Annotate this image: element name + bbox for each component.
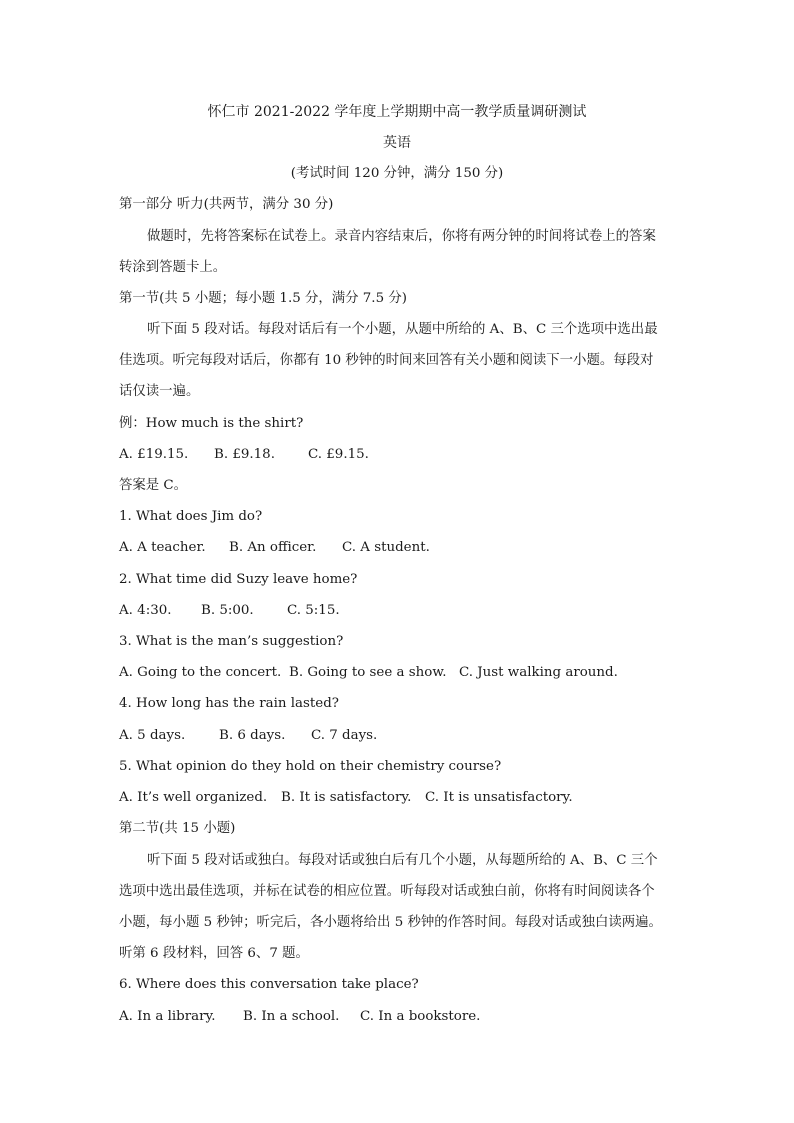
part1-intro-line1: 做题时，先将答案标在试卷上。录音内容结束后，你将有两分钟的时间将试卷上的答案 [147, 229, 656, 244]
question-1-options [119, 539, 430, 557]
option-a: A. £19.15. [119, 447, 189, 462]
option-c: C. Just walking around. [459, 665, 618, 680]
question-4-options [119, 727, 377, 745]
subject-title: 英语 [383, 135, 411, 151]
option-c: C. In a bookstore. [360, 1009, 481, 1024]
option-b: B. 5:00. [201, 603, 254, 618]
question-6: 6. Where does this conversation take place? [119, 977, 419, 992]
question-3: 3. What is the man’s suggestion? [119, 634, 344, 649]
section2-instr-line4: 听第 6 段材料，回答 6、7 题。 [119, 946, 309, 961]
exam-title: 怀仁市 2021-2022 学年度上学期期中高一教学质量调研测试 [207, 104, 587, 120]
section1-heading: 第一节(共 5 小题；每小题 1.5 分，满分 7.5 分) [119, 291, 407, 306]
question-4: 4. How long has the rain lasted? [119, 696, 339, 711]
option-a: A. A teacher. [119, 540, 206, 555]
question-5-options [119, 789, 573, 807]
option-c: C. It is unsatisfactory. [425, 790, 573, 805]
option-a: A. 5 days. [119, 728, 186, 743]
option-a: A. 4:30. [119, 603, 172, 618]
part1-heading: 第一部分 听力(共两节，满分 30 分) [119, 197, 334, 212]
question-2-options [119, 602, 340, 620]
section2-instr-line1: 听下面 5 段对话或独白。每段对话或独白后有几个小题，从每题所给的 A、B、C 三个 [147, 853, 658, 868]
section2-instr-line2: 选项中选出最佳选项，并标在试卷的相应位置。听每段对话或独白前，你将有时间阅读各个 [119, 884, 655, 899]
option-a: A. It’s well organized. [119, 790, 268, 805]
example-options [119, 446, 369, 464]
example-question: 例：How much is the shirt? [119, 416, 304, 431]
example-answer: 答案是 C。 [119, 478, 188, 493]
option-b: B. In a school. [243, 1009, 340, 1024]
question-1: 1. What does Jim do? [119, 509, 263, 524]
part1-intro-line2: 转涂到答题卡上。 [119, 260, 227, 275]
question-6-options [119, 1008, 480, 1026]
option-c: C. £9.15. [308, 447, 369, 462]
option-a: A. Going to the concert. [119, 665, 282, 680]
option-c: C. 7 days. [311, 728, 378, 743]
question-5: 5. What opinion do they hold on their chemistry course? [119, 759, 502, 774]
option-b: B. Going to see a show. [289, 665, 447, 680]
section1-instr-line2: 佳选项。听完每段对话后，你都有 10 秒钟的时间来回答有关小题和阅读下一小题。每段对 [119, 353, 654, 368]
option-b: B. 6 days. [219, 728, 286, 743]
option-c: C. 5:15. [287, 603, 340, 618]
exam-info: (考试时间 120 分钟，满分 150 分) [290, 166, 504, 181]
question-2: 2. What time did Suzy leave home? [119, 572, 358, 587]
option-c: C. A student. [342, 540, 430, 555]
section1-instr-line3: 话仅读一遍。 [119, 384, 200, 399]
option-a: A. In a library. [119, 1009, 216, 1024]
question-3-options [119, 664, 618, 682]
section2-heading: 第二节(共 15 小题) [119, 821, 236, 836]
section1-instr-line1: 听下面 5 段对话。每段对话后有一个小题，从题中所给的 A、B、C 三个选项中选出最 [147, 322, 658, 337]
section2-instr-line3: 小题，每小题 5 秒钟；听完后，各小题将给出 5 秒钟的作答时间。每段对话或独白读两遍。 [119, 915, 662, 930]
option-b: B. An officer. [229, 540, 317, 555]
option-b: B. It is satisfactory. [281, 790, 412, 805]
option-b: B. £9.18. [214, 447, 275, 462]
